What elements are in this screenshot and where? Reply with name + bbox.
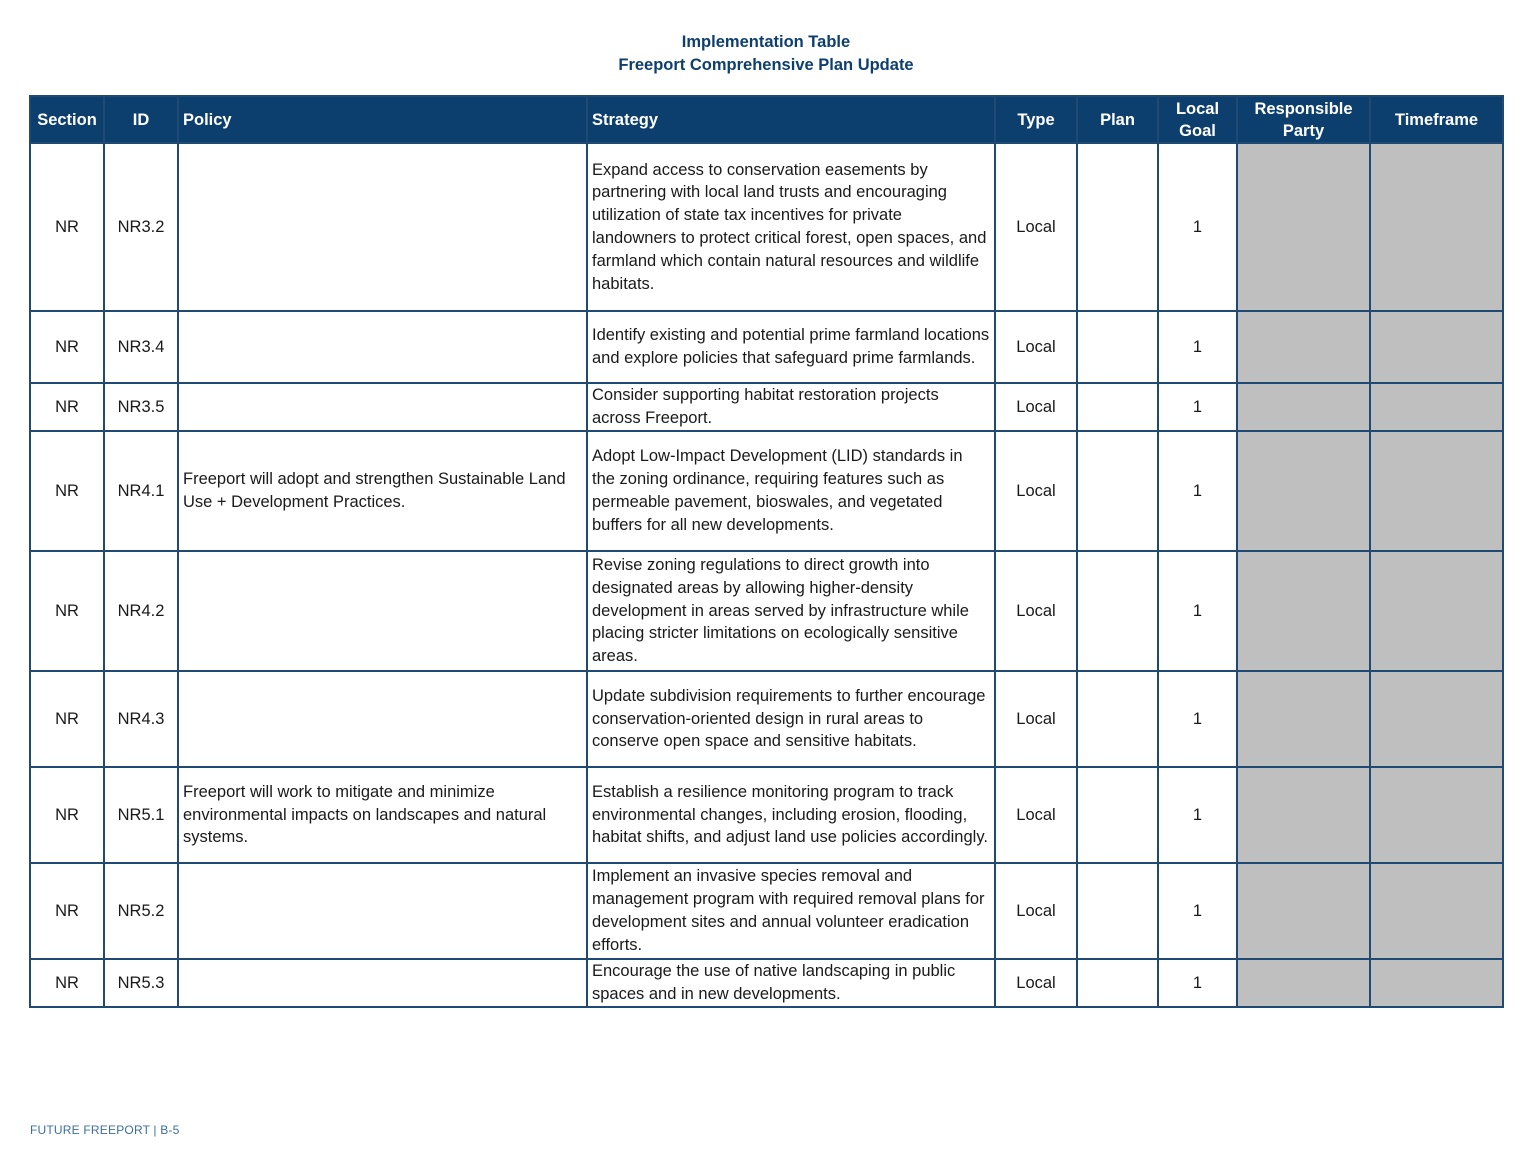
cell-timeframe xyxy=(1370,767,1503,863)
cell-policy xyxy=(178,383,587,431)
cell-local-goal: 1 xyxy=(1158,959,1237,1007)
cell-local-goal: 1 xyxy=(1158,863,1237,959)
cell-local-goal: 1 xyxy=(1158,143,1237,311)
cell-section: NR xyxy=(30,959,104,1007)
table-row xyxy=(30,311,1503,383)
cell-timeframe xyxy=(1370,143,1503,311)
cell-type: Local xyxy=(995,431,1077,551)
col-header-responsible-party: Responsible Party xyxy=(1237,96,1370,143)
cell-local-goal: 1 xyxy=(1158,431,1237,551)
cell-policy xyxy=(178,959,587,1007)
cell-type: Local xyxy=(995,551,1077,671)
cell-plan xyxy=(1077,143,1158,311)
cell-strategy: Expand access to conservation easements by partnering with local land trusts and encouraging utilization of state tax incentives for private landowners to protect critical forest, open spaces, and farmland which contain natural resources and wildlife habitats. xyxy=(587,143,995,311)
cell-section: NR xyxy=(30,311,104,383)
cell-plan xyxy=(1077,431,1158,551)
cell-plan xyxy=(1077,383,1158,431)
cell-section: NR xyxy=(30,143,104,311)
cell-section: NR xyxy=(30,551,104,671)
cell-type: Local xyxy=(995,767,1077,863)
cell-plan xyxy=(1077,671,1158,767)
cell-responsible-party xyxy=(1237,143,1370,311)
cell-responsible-party xyxy=(1237,311,1370,383)
document-title: Implementation Table xyxy=(681,33,851,51)
cell-id: NR5.1 xyxy=(104,767,178,863)
cell-local-goal: 1 xyxy=(1158,551,1237,671)
cell-policy xyxy=(178,143,587,311)
col-header-section: Section xyxy=(30,96,104,143)
cell-strategy: Encourage the use of native landscaping in public spaces and in new developments. xyxy=(587,959,995,1007)
cell-timeframe xyxy=(1370,311,1503,383)
cell-policy xyxy=(178,863,587,959)
cell-id: NR5.2 xyxy=(104,863,178,959)
cell-section: NR xyxy=(30,431,104,551)
cell-responsible-party xyxy=(1237,959,1370,1007)
col-header-type: Type xyxy=(995,96,1077,143)
cell-policy xyxy=(178,671,587,767)
cell-plan xyxy=(1077,311,1158,383)
cell-local-goal: 1 xyxy=(1158,767,1237,863)
cell-type: Local xyxy=(995,863,1077,959)
cell-local-goal: 1 xyxy=(1158,383,1237,431)
cell-section: NR xyxy=(30,671,104,767)
cell-section: NR xyxy=(30,383,104,431)
table-row xyxy=(30,767,1503,863)
cell-plan xyxy=(1077,959,1158,1007)
table-row xyxy=(30,863,1503,959)
document-subtitle: Freeport Comprehensive Plan Update xyxy=(618,56,914,74)
table-row xyxy=(30,551,1503,671)
document-title-block xyxy=(0,31,1532,77)
col-header-plan: Plan xyxy=(1077,96,1158,143)
cell-responsible-party xyxy=(1237,863,1370,959)
cell-strategy: Identify existing and potential prime farmland locations and explore policies that safeguard prime farmlands. xyxy=(587,311,995,383)
page-footer: FUTURE FREEPORT | B-5 xyxy=(30,1123,180,1137)
cell-strategy: Implement an invasive species removal and management program with required removal plans for development sites and annual volunteer eradication efforts. xyxy=(587,863,995,959)
cell-timeframe xyxy=(1370,671,1503,767)
cell-timeframe xyxy=(1370,959,1503,1007)
cell-strategy: Revise zoning regulations to direct growth into designated areas by allowing higher-density development in areas served by infrastructure while placing stricter limitations on ecologically sensitive areas. xyxy=(587,551,995,671)
col-header-local-goal: Local Goal xyxy=(1158,96,1237,143)
table-row xyxy=(30,959,1503,1007)
cell-local-goal: 1 xyxy=(1158,311,1237,383)
cell-responsible-party xyxy=(1237,383,1370,431)
table-row xyxy=(30,431,1503,551)
cell-id: NR4.1 xyxy=(104,431,178,551)
implementation-table xyxy=(29,95,1504,1008)
cell-responsible-party xyxy=(1237,767,1370,863)
cell-type: Local xyxy=(995,143,1077,311)
table-row xyxy=(30,383,1503,431)
cell-timeframe xyxy=(1370,383,1503,431)
cell-type: Local xyxy=(995,311,1077,383)
cell-strategy: Adopt Low-Impact Development (LID) standards in the zoning ordinance, requiring features such as permeable pavement, bioswales, and vegetated buffers for all new developments. xyxy=(587,431,995,551)
cell-section: NR xyxy=(30,767,104,863)
cell-section: NR xyxy=(30,863,104,959)
cell-strategy: Establish a resilience monitoring program to track environmental changes, including erosion, flooding, habitat shifts, and adjust land use policies accordingly. xyxy=(587,767,995,863)
cell-plan xyxy=(1077,551,1158,671)
cell-type: Local xyxy=(995,383,1077,431)
cell-id: NR3.4 xyxy=(104,311,178,383)
table-row xyxy=(30,143,1503,311)
cell-type: Local xyxy=(995,959,1077,1007)
cell-id: NR4.2 xyxy=(104,551,178,671)
col-header-id: ID xyxy=(104,96,178,143)
cell-plan xyxy=(1077,863,1158,959)
table-header-row xyxy=(30,96,1503,143)
cell-local-goal: 1 xyxy=(1158,671,1237,767)
cell-responsible-party xyxy=(1237,431,1370,551)
cell-policy xyxy=(178,551,587,671)
cell-id: NR4.3 xyxy=(104,671,178,767)
cell-type: Local xyxy=(995,671,1077,767)
col-header-timeframe: Timeframe xyxy=(1370,96,1503,143)
cell-id: NR3.2 xyxy=(104,143,178,311)
cell-policy: Freeport will adopt and strengthen Sustainable Land Use + Development Practices. xyxy=(178,431,587,551)
cell-timeframe xyxy=(1370,551,1503,671)
cell-timeframe xyxy=(1370,431,1503,551)
col-header-strategy: Strategy xyxy=(587,96,995,143)
cell-policy xyxy=(178,311,587,383)
cell-plan xyxy=(1077,767,1158,863)
cell-policy: Freeport will work to mitigate and minimize environmental impacts on landscapes and natural systems. xyxy=(178,767,587,863)
cell-responsible-party xyxy=(1237,551,1370,671)
col-header-policy: Policy xyxy=(178,96,587,143)
cell-responsible-party xyxy=(1237,671,1370,767)
cell-id: NR5.3 xyxy=(104,959,178,1007)
cell-strategy: Update subdivision requirements to further encourage conservation-oriented design in rural areas to conserve open space and sensitive habitats. xyxy=(587,671,995,767)
cell-timeframe xyxy=(1370,863,1503,959)
cell-id: NR3.5 xyxy=(104,383,178,431)
cell-strategy: Consider supporting habitat restoration projects across Freeport. xyxy=(587,383,995,431)
table-row xyxy=(30,671,1503,767)
